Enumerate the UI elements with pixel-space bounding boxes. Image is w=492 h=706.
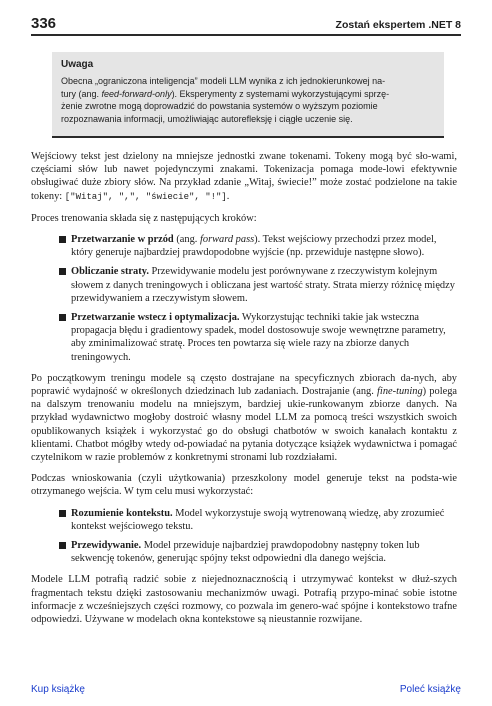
- note-line: [61, 88, 434, 101]
- paragraph-text: Po początkowym treningu modele są często dostrajane na specyficznych zbiorach da-nych, aby poprawić wydajność w określonych dziedzinach lub zadaniach. Dostrajanie (ang.: [31, 372, 457, 398]
- buy-book-link[interactable]: Kup książkę: [31, 684, 85, 695]
- square-bullet-icon: [59, 268, 66, 275]
- paragraph-training-intro: Proces trenowania składa się z następujących kroków:: [31, 212, 257, 224]
- list-item-term: Rozumienie kontekstu.: [71, 507, 173, 519]
- square-bullet-icon: [59, 542, 66, 549]
- paragraph-text: .: [226, 190, 230, 202]
- paragraph-emphasis: fine-tuning: [377, 386, 423, 398]
- list-item-term: Przewidywanie.: [71, 540, 142, 552]
- page-number: 336: [31, 15, 57, 32]
- note-line: żenie zwrotne mogą doprowadzić do powstania systemów o wyższym poziomie: [61, 101, 378, 112]
- list-item-emphasis: forward pass: [199, 234, 255, 246]
- note-title: Uwaga: [61, 59, 94, 70]
- list-item-term: Obliczanie straty.: [71, 266, 149, 278]
- square-bullet-icon: [59, 236, 66, 243]
- list-item: [31, 539, 457, 565]
- list-item: [31, 265, 457, 305]
- recommend-book-link[interactable]: Poleć książkę: [399, 684, 461, 695]
- note-line: rozpoznawania informacji, umożliwiając autorefleksję i ciągłe uczenie się.: [61, 113, 353, 124]
- note-emphasis: feed-forward-only: [101, 88, 172, 99]
- paragraph-fine-tuning: [31, 372, 457, 464]
- running-title: Zostań ekspertem .NET 8: [335, 19, 461, 31]
- list-item-text: ). Tekst wejściowy przechodzi przez model, który generuje najbardziej prawdopodobne wyjście (np. przewiduje następne słowo).: [71, 234, 437, 259]
- list-item: [31, 507, 457, 533]
- page-footer: [31, 684, 461, 695]
- paragraph-text: Wejściowy tekst jest dzielony na mniejsze jednostki zwane tokenami. Tokeny mogą być sło-wami, częściami słów lub nawet pojedynczymi znakami. Tokenizacja pomaga mode-lowi efektywnie obsługiwać duże zbiory słów. Na przykład zdanie „Witaj, świecie!” może zostać podzielone na takie tokeny:: [31, 151, 457, 202]
- training-steps-list: [31, 233, 457, 364]
- square-bullet-icon: [59, 510, 66, 517]
- paragraph-text: ) polega na dalszym trenowaniu modelu na mniejszym, bardziej ukie-runkowanym zbiorze danych. Na przykład wydawnictwo mogłoby dostroić własny model LLM za pomocą treści wszystkich swoich opublikowanych książek i wykorzystać go do obsługi chatbotów w swoich kanałach kontaktu z klientami. Chatbot mógłby wtedy od-powiadać na pytania dotyczące książek wydawnictwa i pomagać czytelnikom w razie problemów z konkretnymi stronami lub rozdziałami.: [31, 386, 457, 464]
- paragraph-context: Modele LLM potrafią radzić sobie z niejednoznacznością i utrzymywać kontekst w dłuż-szych fragmentach tekstu dzięki zastosowaniu mechanizmów uwagi. Potrafią przypo-minać sobie istotne informacje z wcześniejszych części rozmowy, co pozwala im genero-wać spójne i kontekstowo trafne odpowiedzi. Używane w modelach okna kontekstowe są nieustannie rozwijane.: [31, 574, 457, 626]
- list-item-term: Przetwarzanie wstecz i optymalizacja.: [71, 312, 240, 324]
- list-item-text: Wykorzystując techniki takie jak wsteczna propagacja błędu i gradientowy spadek, model dostosowuje swoje wewnętrzne parametry, aby zminimalizować stratę. Proces ten powtarza się wiele razy na zbiorze danych treningowych.: [71, 312, 446, 363]
- inference-list: [31, 507, 457, 566]
- list-item-text: Model wykorzystuje swoją wytrenowaną wiedzę, aby zrozumieć kontekst wejściowego tekstu.: [71, 507, 445, 532]
- paragraph-inference: Podczas wnioskowania (czyli użytkowania) przeszkolony model generuje tekst na podsta-wie otrzymanego wejścia. W tym celu musi wykorzystać:: [31, 473, 457, 498]
- token-example-code: ["Witaj", ",", "świecie", "!"]: [64, 191, 227, 202]
- main-content: [31, 150, 457, 634]
- note-text: ). Eksperymenty z systemami wykorzystującymi sprzę-: [171, 88, 390, 99]
- list-item: [31, 311, 457, 364]
- list-item-term: Przetwarzanie w przód: [71, 234, 174, 246]
- note-text: tury (ang.: [61, 88, 102, 99]
- list-item-text: Model przewiduje najbardziej prawdopodobny następny token lub sekwencję tokenów, generując spójny tekst odpowiedni dla danego wejścia.: [71, 540, 420, 565]
- square-bullet-icon: [59, 314, 66, 321]
- list-item-text: Przewidywanie modelu jest porównywane z rzeczywistym kolejnym słowem z danych treningowych i obliczana jest wartość straty. Strata mierzy różnicę między przewidywaniem a rzeczywistym słowem.: [71, 266, 455, 304]
- page-header: [31, 10, 461, 36]
- note-body: [61, 75, 434, 125]
- note-box: [52, 52, 444, 138]
- list-item: [31, 233, 457, 259]
- list-item-text: (ang.: [173, 234, 200, 246]
- note-line: Obecna „ograniczona inteligencja” modeli LLM wynika z ich jednokierunkowej na-: [61, 76, 386, 86]
- paragraph-tokens: [31, 150, 457, 204]
